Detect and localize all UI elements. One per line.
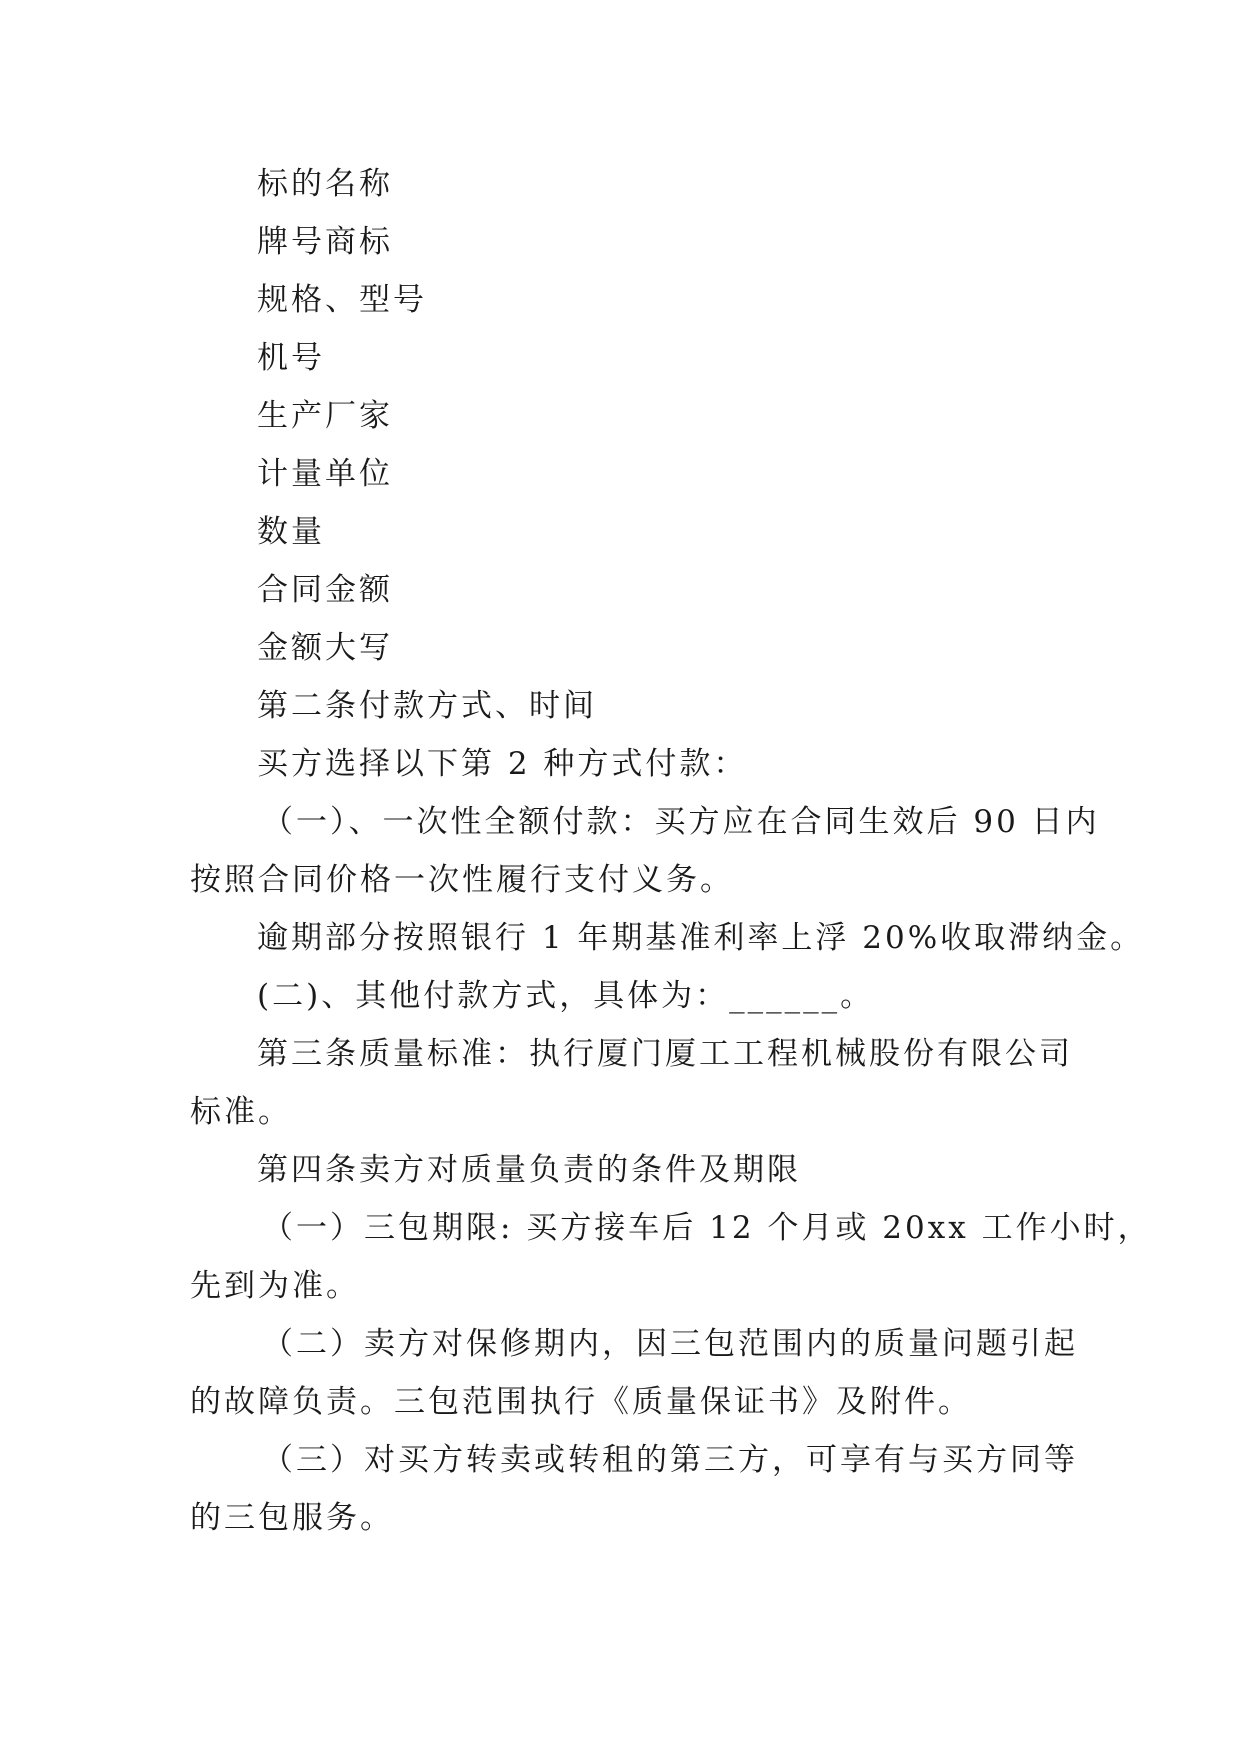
article4-item3-line1: （三）对买方转卖或转租的第三方，可享有与买方同等 bbox=[262, 1442, 1078, 1478]
article2-intro: 买方选择以下第 2 种方式付款： bbox=[257, 746, 748, 782]
field-unit: 计量单位 bbox=[257, 456, 393, 492]
field-machine-number: 机号 bbox=[257, 340, 325, 376]
field-quantity: 数量 bbox=[257, 514, 325, 550]
article2-item2: (二)、其他付款方式，具体为：______。 bbox=[257, 978, 875, 1014]
field-manufacturer: 生产厂家 bbox=[257, 398, 393, 434]
article4-item2-line2: 的故障负责。三包范围执行《质量保证书》及附件。 bbox=[190, 1384, 972, 1420]
field-amount-in-words: 金额大写 bbox=[257, 630, 393, 666]
article4-heading: 第四条卖方对质量负责的条件及期限 bbox=[257, 1152, 801, 1188]
article2-item1-line2: 按照合同价格一次性履行支付义务。 bbox=[190, 862, 734, 898]
article2-item1-line1: （一）、一次性全额付款：买方应在合同生效后 90 日内 bbox=[262, 804, 1100, 840]
field-brand-trademark: 牌号商标 bbox=[257, 224, 393, 260]
article4-item1-line2: 先到为准。 bbox=[190, 1268, 360, 1304]
article2-heading: 第二条付款方式、时间 bbox=[257, 688, 597, 724]
article2-overdue: 逾期部分按照银行 1 年期基准利率上浮 20%收取滞纳金。 bbox=[257, 920, 1145, 956]
article3-line1: 第三条质量标准：执行厦门厦工工程机械股份有限公司 bbox=[257, 1036, 1073, 1072]
article4-item2-line1: （二）卖方对保修期内，因三包范围内的质量问题引起 bbox=[262, 1326, 1078, 1362]
field-spec-model: 规格、型号 bbox=[257, 282, 427, 318]
article4-item3-line2: 的三包服务。 bbox=[190, 1500, 394, 1536]
article3-line2: 标准。 bbox=[190, 1094, 292, 1130]
field-contract-amount: 合同金额 bbox=[257, 572, 393, 608]
article4-item1-line1: （一）三包期限: 买方接车后 12 个月或 20xx 工作小时， bbox=[262, 1210, 1152, 1246]
field-subject-name: 标的名称 bbox=[257, 166, 393, 202]
